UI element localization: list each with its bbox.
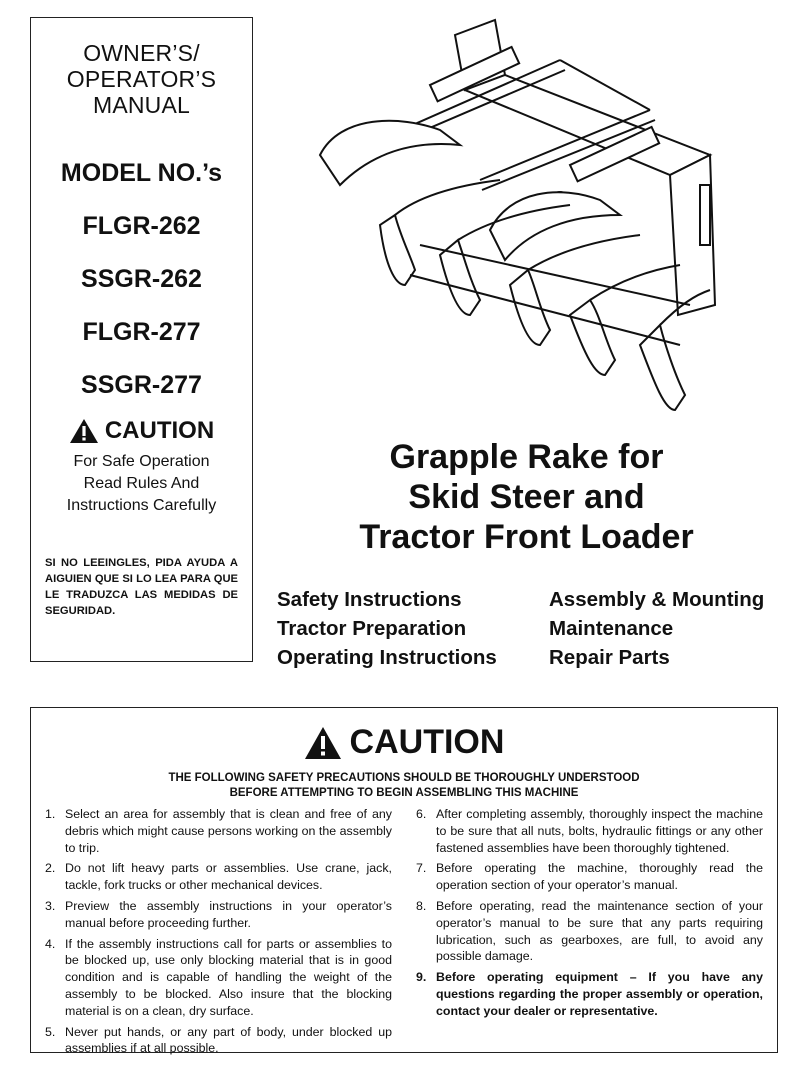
precaution-item [416, 969, 763, 1019]
warning-triangle-icon [69, 418, 99, 444]
precaution-item [416, 806, 763, 856]
item-number: 9. [416, 970, 427, 985]
precaution-item [45, 1024, 392, 1058]
safety-caution-box [30, 707, 778, 1056]
precaution-item [416, 898, 763, 965]
precaution-columns [45, 806, 763, 1061]
precaution-line: THE FOLLOWING SAFETY PRECAUTIONS SHOULD BE THOROUGHLY UNDERSTOOD [168, 772, 640, 784]
caution-text: CAUTION [104, 417, 215, 444]
precaution-item [45, 860, 392, 894]
title-line: Tractor Front Loader [359, 518, 694, 556]
item-number: 3. [45, 898, 56, 913]
item-number: 7. [416, 861, 427, 876]
owner-line: MANUAL [92, 92, 191, 118]
model-number: FLGR-277 [82, 318, 201, 346]
topic-item: Maintenance [549, 617, 674, 640]
caution-line: For Safe Operation [73, 453, 210, 470]
topic-item: Assembly & Mounting [549, 588, 765, 611]
caution-heading-text: CAUTION [349, 723, 505, 761]
model-heading: MODEL NO.’s [60, 159, 223, 187]
precaution-item [45, 936, 392, 1020]
caution-line: Instructions Carefully [66, 497, 217, 514]
item-text: Preview the assembly instructions in your operator’s manual before proceeding further. [65, 898, 392, 930]
warning-triangle-icon [304, 726, 342, 760]
topics-column-right [549, 585, 764, 672]
item-text: Before operating the machine, thoroughly read the operation section of your operator’s manual. [436, 861, 763, 893]
precaution-line: BEFORE ATTEMPTING TO BEGIN ASSEMBLING THIS MACHINE [229, 787, 579, 799]
document-title [275, 437, 778, 557]
topic-item: Safety Instructions [277, 588, 462, 611]
model-number: SSGR-262 [81, 265, 202, 293]
item-text: Do not lift heavy parts or assemblies. Use crane, jack, tackle, fork trucks or other mechanical devices. [65, 861, 392, 893]
item-number: 4. [45, 936, 56, 951]
caution-instructions [31, 451, 252, 517]
item-text: Before operating, read the maintenance section of your operator’s manual to be sure that any parts requiring lubrication, such as gearboxes, are full, to avoid any possible damage. [436, 898, 763, 964]
item-text: Never put hands, or any part of body, under blocked up assemblies if at all possible. [65, 1024, 392, 1056]
caution-heading [31, 723, 777, 762]
title-line: Grapple Rake for [389, 438, 664, 476]
owner-line: OPERATOR’S [66, 66, 217, 92]
item-number: 1. [45, 807, 56, 821]
manual-type [31, 40, 252, 118]
item-number: 6. [416, 807, 427, 821]
caution-line: Read Rules And [83, 475, 200, 492]
model-number: SSGR-277 [81, 371, 202, 399]
topic-item: Repair Parts [549, 646, 670, 669]
topic-item: Tractor Preparation [277, 617, 467, 640]
item-text: Before operating equipment – If you have any questions regarding the proper assembly or operation, contact your dealer or representative. [436, 970, 763, 1018]
model-info-panel [30, 17, 253, 662]
precaution-column-left [45, 806, 392, 1061]
item-number: 2. [45, 861, 56, 876]
caution-label [31, 417, 252, 445]
item-text: If the assembly instructions call for parts or assemblies to be blocked up, use only blocking material that is in good condition and is capable of handling the weight of the assembly to be blocked. Also insure that the blocking material is on a clean, dry surface. [65, 936, 392, 1018]
model-number: FLGR-262 [82, 212, 201, 240]
item-text: Select an area for assembly that is clean and free of any debris which might cause persons working on the assembly to trip. [65, 807, 392, 855]
topic-item: Operating Instructions [277, 646, 497, 669]
precaution-column-right [416, 806, 763, 1061]
precaution-item [45, 898, 392, 932]
item-text: After completing assembly, thoroughly inspect the machine to be sure that all nuts, bolts, hydraulic fittings or any other fastened assemblies have been thoroughly tightened. [436, 807, 763, 855]
owner-line: OWNER’S/ [83, 40, 200, 66]
precaution-item [416, 860, 763, 894]
precaution-list-left [45, 806, 392, 1057]
precaution-list-right [416, 806, 763, 1020]
grapple-rake-illustration [260, 15, 780, 425]
precaution-item [45, 806, 392, 856]
precaution-notice [31, 771, 777, 801]
topics-column-left [277, 585, 497, 672]
item-number: 8. [416, 898, 427, 913]
spanish-notice: SI NO LEEINGLES, PIDA AYUDA A AIGUIEN QUE SI LO LEA PARA QUE LE TRADUZCA LAS MEDIDAS DE SEGURIDAD. [45, 557, 238, 617]
model-list [31, 160, 252, 398]
title-line: Skid Steer and [408, 478, 645, 516]
item-number: 5. [45, 1024, 56, 1039]
